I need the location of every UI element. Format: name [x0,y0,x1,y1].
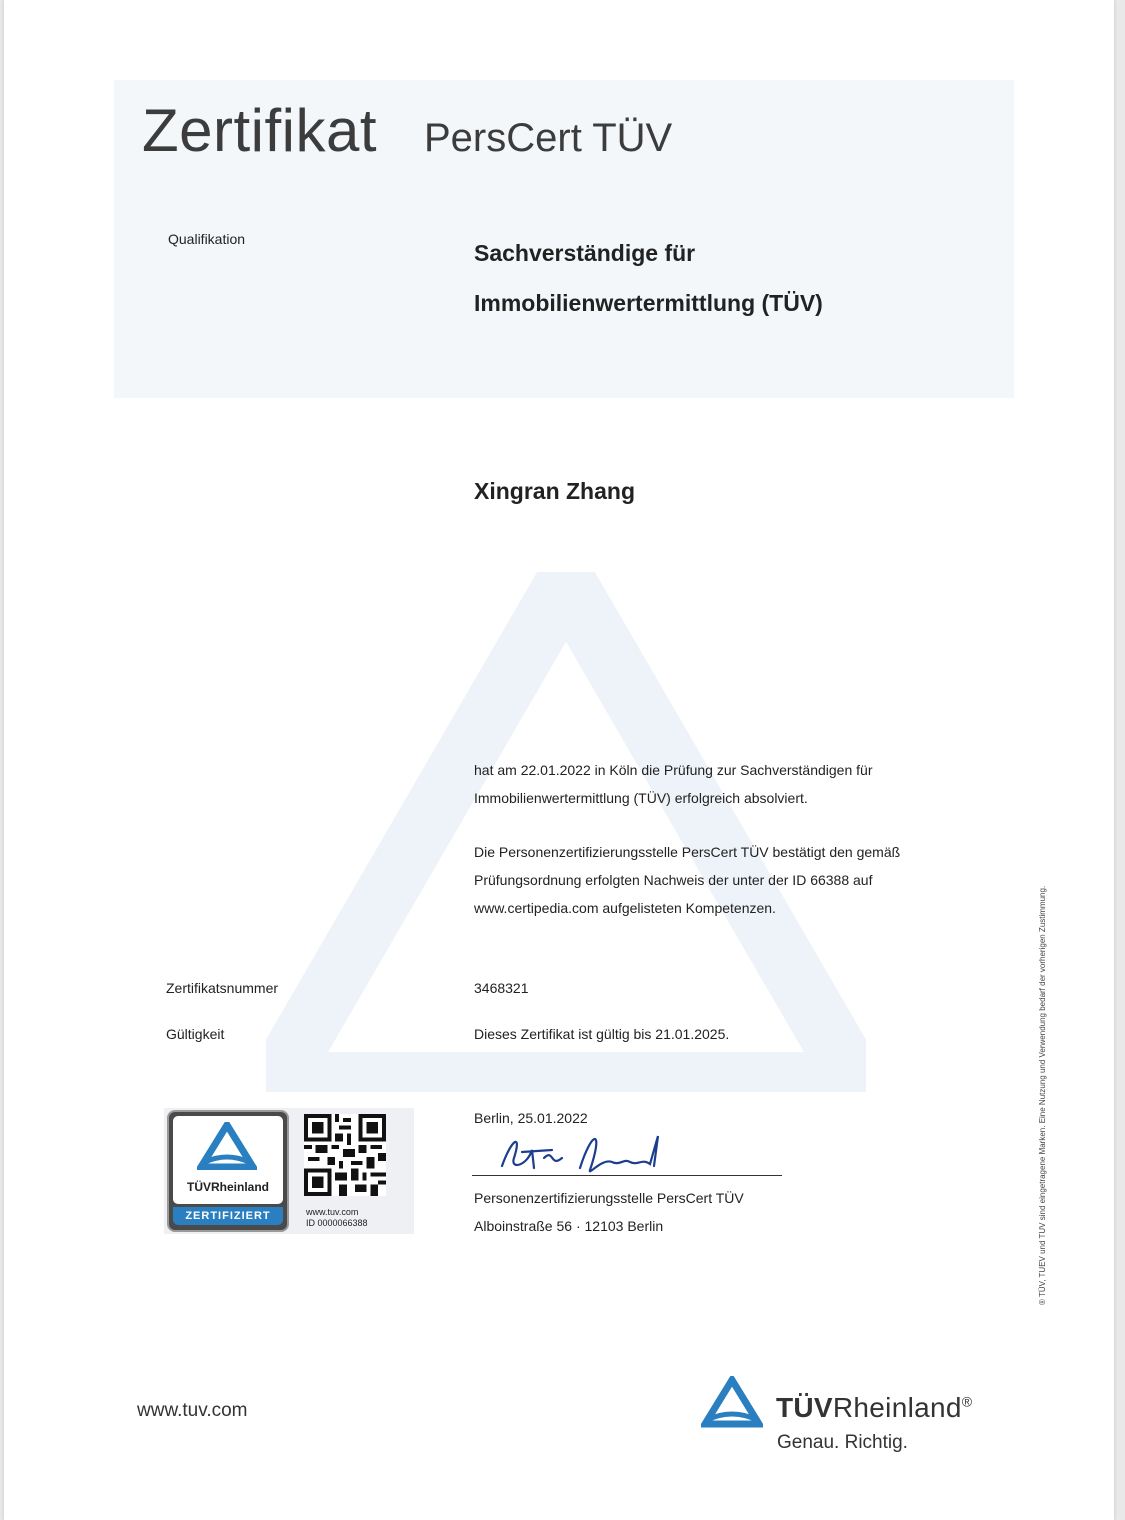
exam-paragraph [474,756,994,812]
confirmation-line-3: www.certipedia.com aufgelisteten Kompetenzen. [474,900,776,916]
validity-label: Gültigkeit [166,1026,225,1042]
seal-status: ZERTIFIZIERT [173,1207,283,1225]
holder-name: Xingran Zhang [474,478,635,504]
certificate-title: Zertifikat [142,97,378,164]
tuv-triangle-icon [197,1122,257,1170]
confirmation-line-1: Die Personenzertifizierungsstelle PersCert TÜV bestätigt den gemäß [474,844,901,860]
logo-registered: ® [961,1393,973,1410]
confirmation-paragraph [474,838,994,922]
seal-url: www.tuv.com [306,1207,359,1217]
tuv-logo-icon [701,1376,763,1428]
logo-rest: Rheinland [832,1392,962,1423]
signature-line [472,1175,782,1176]
qualification-value [474,228,994,328]
certificate-page [4,0,1114,1520]
seal-id: ID 0000066388 [306,1218,368,1228]
tuv-seal [167,1110,289,1232]
qualification-line-1: Sachverständige für [474,240,696,266]
certificate-subtitle: PersCert TÜV [424,116,673,160]
slogan: Genau. Richtig. [777,1432,908,1453]
exam-line-1: hat am 22.01.2022 in Köln die Prüfung zur Sachverständigen für [474,762,873,778]
seal-inner [173,1116,283,1204]
issuer-name: Personenzertifizierungsstelle PersCert TÜV [474,1190,744,1206]
issuer-address: Alboinstraße 56 · 12103 Berlin [474,1218,664,1234]
place-date: Berlin, 25.01.2022 [474,1110,588,1126]
seal-brand: TÜVRheinland [186,1180,269,1194]
logo-bold: TÜV [776,1392,833,1423]
watermark-triangle [266,572,866,1092]
signature-icon [492,1128,672,1180]
footer-url: www.tuv.com [137,1400,248,1421]
cert-number-value: 3468321 [474,980,529,996]
validity-value: Dieses Zertifikat ist gültig bis 21.01.2025. [474,1026,730,1042]
qualification-line-2: Immobilienwertermittlung (TÜV) [474,290,823,316]
cert-number-label: Zertifikatsnummer [166,980,279,996]
confirmation-line-2: Prüfungsordnung erfolgten Nachweis der unter der ID 66388 auf [474,872,873,888]
trademark-note: ® TÜV, TUEV und TUV sind eingetragene Marken. Eine Nutzung und Verwendung bedarf der vorherigen Zustimmung. [1038,885,1047,1305]
qualification-label: Qualifikation [168,231,246,247]
qr-code-icon [304,1114,386,1196]
exam-line-2: Immobilienwertermittlung (TÜV) erfolgreich absolviert. [474,790,808,806]
tuv-logo-text [776,1392,972,1424]
